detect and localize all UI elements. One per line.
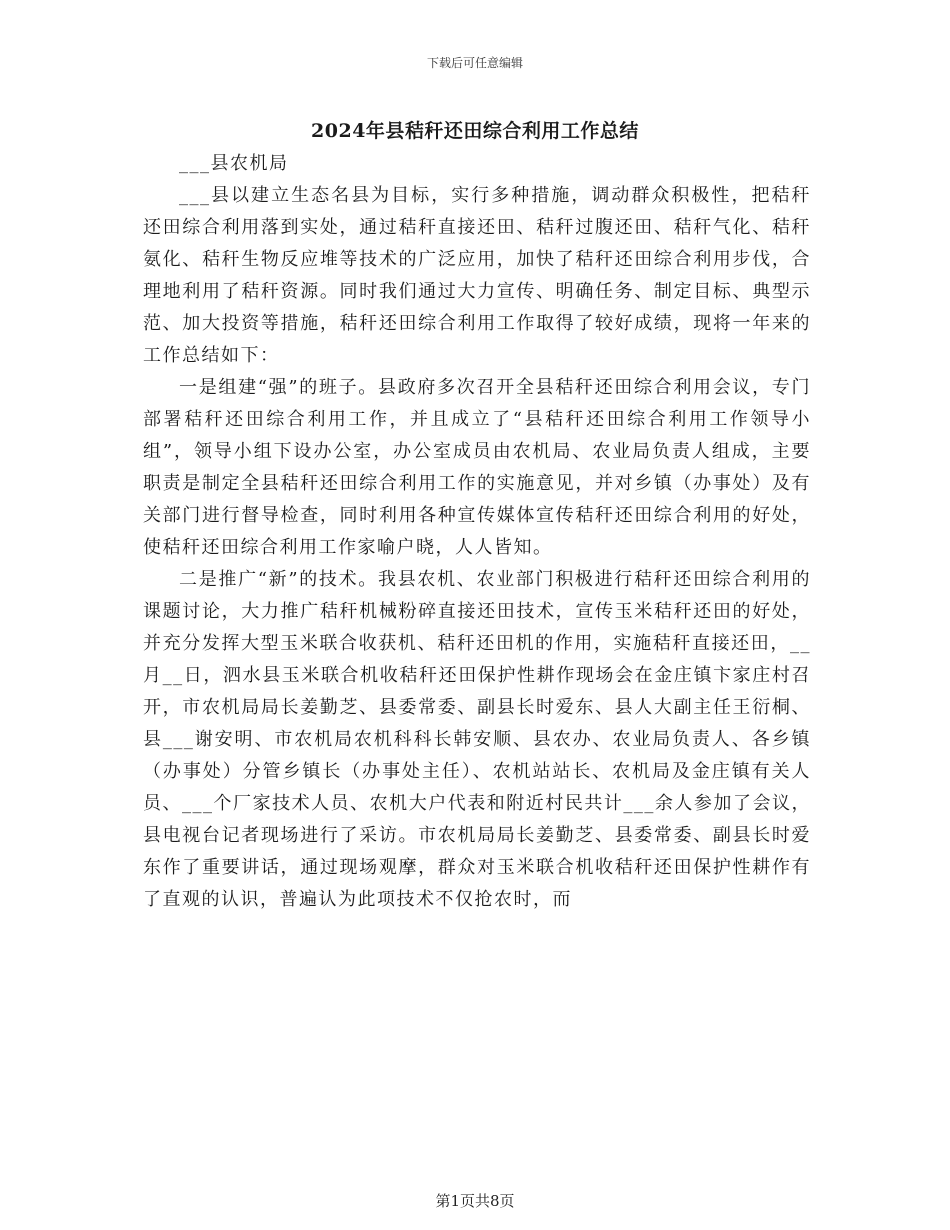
body-paragraph-intro: ___县以建立生态名县为目标，实行多种措施，调动群众积极性，把秸秆还田综合利用落到实处，通过秸秆直接还田、秸秆过腹还田、秸秆气化、秸秆氨化、秸秆生物反应堆等技术的广泛应用，加快了秸秆还田综合利用步伐，合理地利用了秸秆资源。同时我们通过大力宣传、明确任务、制定目标、典型示范、加大投资等措施，秸秆还田综合利用工作取得了较好成绩，现将一年来的工作总结如下： [143, 185, 811, 366]
body-paragraph-team: 一是组建“强”的班子。县政府多次召开全县秸秆还田综合利用会议，专门部署秸秆还田综合利用工作，并且成立了“县秸秆还田综合利用工作领导小组”，领导小组下设办公室，办公室成员由农机局、农业局负责人组成，主要职责是制定全县秸秆还田综合利用工作的实施意见，并对乡镇（办事处）及有关部门进行督导检查，同时利用各种宣传媒体宣传秸秆还田综合利用的好处，使秸秆还田综合利用工作家喻户晓，人人皆知。 [143, 377, 811, 558]
author-line: ___县农机局 [179, 153, 289, 174]
body-paragraph-technology: 二是推广“新”的技术。我县农机、农业部门积极进行秸秆还田综合利用的课题讨论，大力推广秸秆机械粉碎直接还田技术，宣传玉米秸秆还田的好处，并充分发挥大型玉米联合收获机、秸秆还田机的作用，实施秸秆直接还田，__月__日，泗水县玉米联合机收秸秆还田保护性耕作现场会在金庄镇卞家庄村召开，市农机局局长姜勤芝、县委常委、副县长时爱东、县人大副主任王衍桐、县___谢安明、市农机局农机科科长韩安顺、县农办、农业局负责人、各乡镇（办事处）分管乡镇长（办事处主任）、农机站站长、农机局及金庄镇有关人员、___个厂家技术人员、农机大户代表和附近村民共计___余人参加了会议，县电视台记者现场进行了采访。市农机局局长姜勤芝、县委常委、副县长时爱东作了重要讲话，通过现场观摩，群众对玉米联合机收秸秆还田保护性耕作有了直观的认识，普遍认为此项技术不仅抢农时，而 [143, 569, 811, 910]
document-body [143, 148, 811, 916]
page-header-note: 下载后可任意编辑 [426, 56, 523, 70]
document-title: 2024年县秸秆还田综合利用工作总结 [311, 120, 639, 142]
page-number-footer: 第1页共8页 [435, 1192, 515, 1210]
